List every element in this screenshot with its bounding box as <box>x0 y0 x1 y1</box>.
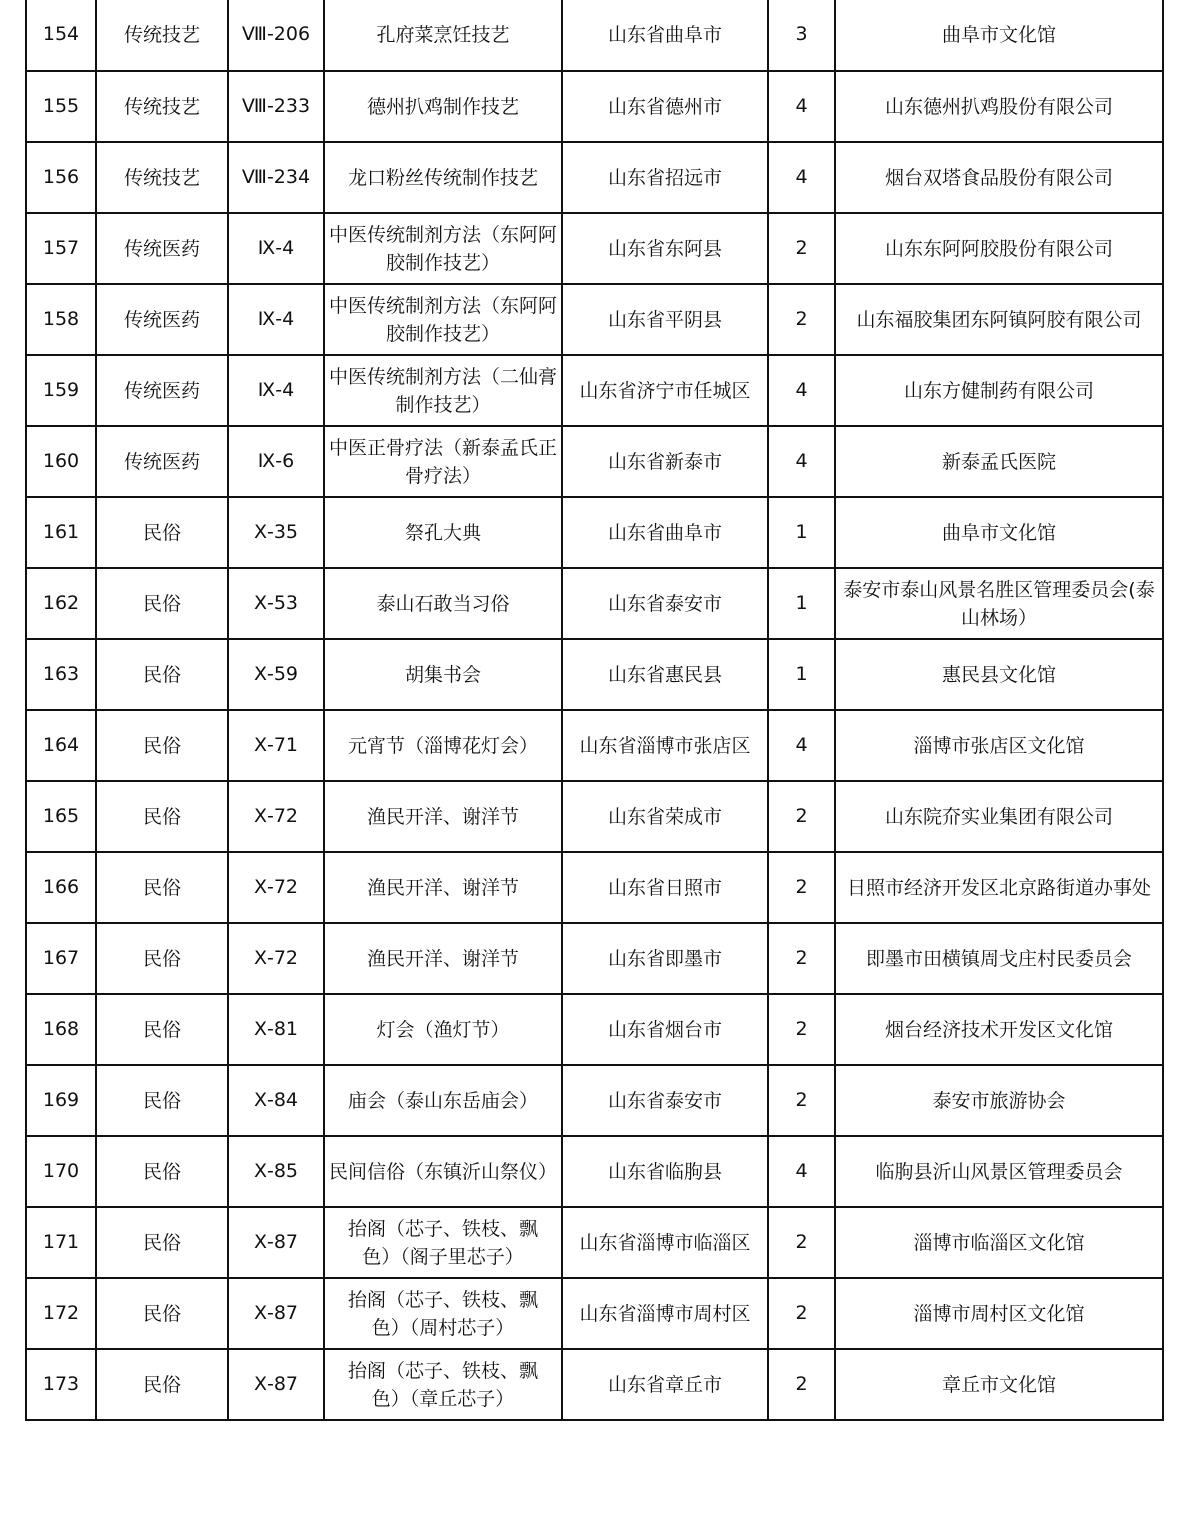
row-number-cell: 167 <box>26 923 96 994</box>
row-number-cell: 171 <box>26 1207 96 1278</box>
batch-cell: 4 <box>768 355 835 426</box>
item-code-cell: Ⅹ-87 <box>228 1349 324 1420</box>
row-number-cell: 164 <box>26 710 96 781</box>
row-number-cell: 159 <box>26 355 96 426</box>
batch-cell: 2 <box>768 781 835 852</box>
item-code-cell: Ⅹ-59 <box>228 639 324 710</box>
row-number-cell: 165 <box>26 781 96 852</box>
protection-unit-cell: 泰安市旅游协会 <box>835 1065 1163 1136</box>
item-name-cell: 抬阁（芯子、铁枝、飘色）（阁子里芯子） <box>324 1207 562 1278</box>
category-cell: 民俗 <box>96 1278 228 1349</box>
batch-cell: 2 <box>768 284 835 355</box>
table-row <box>26 710 1163 781</box>
region-cell: 山东省新泰市 <box>562 426 768 497</box>
item-code-cell: Ⅹ-72 <box>228 852 324 923</box>
item-name-cell: 渔民开洋、谢洋节 <box>324 852 562 923</box>
category-cell: 民俗 <box>96 710 228 781</box>
category-cell: 民俗 <box>96 497 228 568</box>
region-cell: 山东省济宁市任城区 <box>562 355 768 426</box>
row-number-cell: 163 <box>26 639 96 710</box>
table-row <box>26 994 1163 1065</box>
row-number-cell: 170 <box>26 1136 96 1207</box>
protection-unit-cell: 章丘市文化馆 <box>835 1349 1163 1420</box>
row-number-cell: 160 <box>26 426 96 497</box>
batch-cell: 2 <box>768 213 835 284</box>
item-code-cell: Ⅹ-81 <box>228 994 324 1065</box>
batch-cell: 2 <box>768 1065 835 1136</box>
item-code-cell: Ⅷ-206 <box>228 0 324 71</box>
row-number-cell: 155 <box>26 71 96 142</box>
table-row <box>26 0 1163 71</box>
protection-unit-cell: 临朐县沂山风景区管理委员会 <box>835 1136 1163 1207</box>
item-name-cell: 孔府菜烹饪技艺 <box>324 0 562 71</box>
row-number-cell: 161 <box>26 497 96 568</box>
region-cell: 山东省东阿县 <box>562 213 768 284</box>
protection-unit-cell: 淄博市周村区文化馆 <box>835 1278 1163 1349</box>
batch-cell: 4 <box>768 71 835 142</box>
row-number-cell: 166 <box>26 852 96 923</box>
region-cell: 山东省泰安市 <box>562 1065 768 1136</box>
table-row <box>26 284 1163 355</box>
region-cell: 山东省招远市 <box>562 142 768 213</box>
category-cell: 民俗 <box>96 994 228 1065</box>
region-cell: 山东省德州市 <box>562 71 768 142</box>
item-name-cell: 中医传统制剂方法（二仙膏制作技艺） <box>324 355 562 426</box>
item-name-cell: 祭孔大典 <box>324 497 562 568</box>
batch-cell: 1 <box>768 497 835 568</box>
table-row <box>26 1349 1163 1420</box>
item-code-cell: Ⅹ-85 <box>228 1136 324 1207</box>
table-row <box>26 497 1163 568</box>
table-row <box>26 142 1163 213</box>
batch-cell: 2 <box>768 1349 835 1420</box>
category-cell: 传统技艺 <box>96 71 228 142</box>
item-code-cell: Ⅸ-6 <box>228 426 324 497</box>
item-code-cell: Ⅸ-4 <box>228 213 324 284</box>
table-row <box>26 355 1163 426</box>
category-cell: 传统技艺 <box>96 0 228 71</box>
row-number-cell: 173 <box>26 1349 96 1420</box>
batch-cell: 2 <box>768 1207 835 1278</box>
protection-unit-cell: 山东院夼实业集团有限公司 <box>835 781 1163 852</box>
protection-unit-cell: 山东福胶集团东阿镇阿胶有限公司 <box>835 284 1163 355</box>
item-code-cell: Ⅹ-87 <box>228 1207 324 1278</box>
category-cell: 传统医药 <box>96 213 228 284</box>
region-cell: 山东省烟台市 <box>562 994 768 1065</box>
row-number-cell: 156 <box>26 142 96 213</box>
protection-unit-cell: 惠民县文化馆 <box>835 639 1163 710</box>
item-code-cell: Ⅸ-4 <box>228 284 324 355</box>
row-number-cell: 162 <box>26 568 96 639</box>
item-code-cell: Ⅹ-53 <box>228 568 324 639</box>
category-cell: 民俗 <box>96 852 228 923</box>
item-name-cell: 泰山石敢当习俗 <box>324 568 562 639</box>
table-row <box>26 781 1163 852</box>
item-name-cell: 灯会（渔灯节） <box>324 994 562 1065</box>
protection-unit-cell: 曲阜市文化馆 <box>835 0 1163 71</box>
item-code-cell: Ⅸ-4 <box>228 355 324 426</box>
row-number-cell: 157 <box>26 213 96 284</box>
item-name-cell: 中医正骨疗法（新泰孟氏正骨疗法） <box>324 426 562 497</box>
item-name-cell: 中医传统制剂方法（东阿阿胶制作技艺） <box>324 284 562 355</box>
table-body <box>26 0 1163 1420</box>
protection-unit-cell: 即墨市田横镇周戈庄村民委员会 <box>835 923 1163 994</box>
protection-unit-cell: 曲阜市文化馆 <box>835 497 1163 568</box>
row-number-cell: 168 <box>26 994 96 1065</box>
item-code-cell: Ⅷ-234 <box>228 142 324 213</box>
batch-cell: 4 <box>768 142 835 213</box>
region-cell: 山东省淄博市临淄区 <box>562 1207 768 1278</box>
category-cell: 传统医药 <box>96 355 228 426</box>
protection-unit-cell: 山东德州扒鸡股份有限公司 <box>835 71 1163 142</box>
item-code-cell: Ⅹ-87 <box>228 1278 324 1349</box>
batch-cell: 4 <box>768 426 835 497</box>
protection-unit-cell: 淄博市张店区文化馆 <box>835 710 1163 781</box>
category-cell: 传统医药 <box>96 426 228 497</box>
category-cell: 传统技艺 <box>96 142 228 213</box>
region-cell: 山东省日照市 <box>562 852 768 923</box>
region-cell: 山东省章丘市 <box>562 1349 768 1420</box>
table-row <box>26 852 1163 923</box>
row-number-cell: 154 <box>26 0 96 71</box>
table-row <box>26 923 1163 994</box>
item-code-cell: Ⅹ-71 <box>228 710 324 781</box>
table-row <box>26 71 1163 142</box>
item-name-cell: 龙口粉丝传统制作技艺 <box>324 142 562 213</box>
item-code-cell: Ⅹ-72 <box>228 923 324 994</box>
category-cell: 民俗 <box>96 1065 228 1136</box>
item-code-cell: Ⅹ-84 <box>228 1065 324 1136</box>
row-number-cell: 172 <box>26 1278 96 1349</box>
region-cell: 山东省临朐县 <box>562 1136 768 1207</box>
region-cell: 山东省惠民县 <box>562 639 768 710</box>
heritage-table <box>25 0 1164 1421</box>
item-name-cell: 渔民开洋、谢洋节 <box>324 781 562 852</box>
item-code-cell: Ⅹ-35 <box>228 497 324 568</box>
item-name-cell: 元宵节（淄博花灯会） <box>324 710 562 781</box>
category-cell: 民俗 <box>96 639 228 710</box>
region-cell: 山东省泰安市 <box>562 568 768 639</box>
region-cell: 山东省曲阜市 <box>562 0 768 71</box>
protection-unit-cell: 山东方健制药有限公司 <box>835 355 1163 426</box>
region-cell: 山东省平阴县 <box>562 284 768 355</box>
item-code-cell: Ⅷ-233 <box>228 71 324 142</box>
batch-cell: 1 <box>768 639 835 710</box>
batch-cell: 4 <box>768 710 835 781</box>
category-cell: 民俗 <box>96 781 228 852</box>
category-cell: 传统医药 <box>96 284 228 355</box>
category-cell: 民俗 <box>96 568 228 639</box>
category-cell: 民俗 <box>96 1136 228 1207</box>
protection-unit-cell: 烟台经济技术开发区文化馆 <box>835 994 1163 1065</box>
item-name-cell: 渔民开洋、谢洋节 <box>324 923 562 994</box>
item-name-cell: 民间信俗（东镇沂山祭仪） <box>324 1136 562 1207</box>
table-row <box>26 639 1163 710</box>
batch-cell: 2 <box>768 994 835 1065</box>
item-name-cell: 庙会（泰山东岳庙会） <box>324 1065 562 1136</box>
row-number-cell: 158 <box>26 284 96 355</box>
category-cell: 民俗 <box>96 1349 228 1420</box>
item-name-cell: 中医传统制剂方法（东阿阿胶制作技艺） <box>324 213 562 284</box>
protection-unit-cell: 日照市经济开发区北京路街道办事处 <box>835 852 1163 923</box>
row-number-cell: 169 <box>26 1065 96 1136</box>
batch-cell: 2 <box>768 923 835 994</box>
region-cell: 山东省淄博市张店区 <box>562 710 768 781</box>
protection-unit-cell: 山东东阿阿胶股份有限公司 <box>835 213 1163 284</box>
region-cell: 山东省荣成市 <box>562 781 768 852</box>
region-cell: 山东省淄博市周村区 <box>562 1278 768 1349</box>
batch-cell: 4 <box>768 1136 835 1207</box>
table-row <box>26 1065 1163 1136</box>
batch-cell: 1 <box>768 568 835 639</box>
category-cell: 民俗 <box>96 923 228 994</box>
item-name-cell: 抬阁（芯子、铁枝、飘色）（章丘芯子） <box>324 1349 562 1420</box>
batch-cell: 2 <box>768 1278 835 1349</box>
table-row <box>26 568 1163 639</box>
category-cell: 民俗 <box>96 1207 228 1278</box>
region-cell: 山东省曲阜市 <box>562 497 768 568</box>
region-cell: 山东省即墨市 <box>562 923 768 994</box>
table-row <box>26 1207 1163 1278</box>
batch-cell: 3 <box>768 0 835 71</box>
item-name-cell: 胡集书会 <box>324 639 562 710</box>
item-code-cell: Ⅹ-72 <box>228 781 324 852</box>
table-row <box>26 426 1163 497</box>
protection-unit-cell: 淄博市临淄区文化馆 <box>835 1207 1163 1278</box>
item-name-cell: 德州扒鸡制作技艺 <box>324 71 562 142</box>
table-row <box>26 1278 1163 1349</box>
table-row <box>26 213 1163 284</box>
batch-cell: 2 <box>768 852 835 923</box>
item-name-cell: 抬阁（芯子、铁枝、飘色）（周村芯子） <box>324 1278 562 1349</box>
protection-unit-cell: 泰安市泰山风景名胜区管理委员会(泰山林场） <box>835 568 1163 639</box>
protection-unit-cell: 新泰孟氏医院 <box>835 426 1163 497</box>
protection-unit-cell: 烟台双塔食品股份有限公司 <box>835 142 1163 213</box>
table-row <box>26 1136 1163 1207</box>
